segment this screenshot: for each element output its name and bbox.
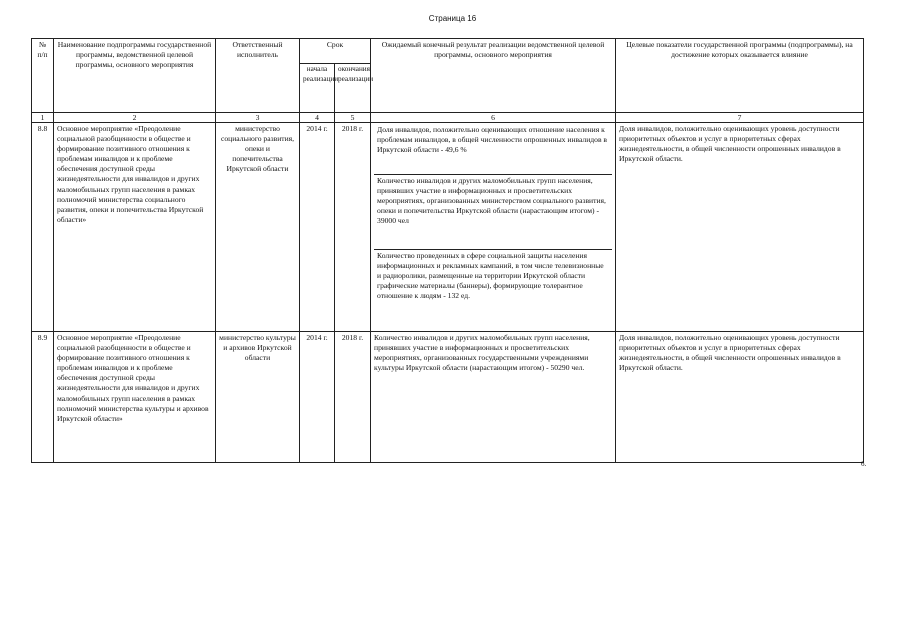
result-cell [371,332,616,463]
result-cell [371,123,616,332]
result-item: Количество инвалидов и других маломобильных групп населения, принявших участие в информационных и просветительских мероприятиях, организованных государственными учреждениями культуры Иркутской области (нарастающим итогом) - 50290 чел. [374,333,590,373]
start-year: 2014 г. [300,332,335,463]
row-number: 8.8 [32,123,54,332]
measure-name: Основное мероприятие «Преодоление социальной разобщенности в обществе и формирование позитивного отношения к проблемам инвалидов и к проблеме обеспечения доступной среды жизнедеятельности для инвалидов и других маломобильных групп населения в рамках полномочий министерства культуры и архивов Иркутской области» [54,332,216,463]
col-number: 4 [300,113,335,123]
col-number: 7 [616,113,864,123]
col-number: 1 [32,113,54,123]
header-num: № п/п [32,39,54,113]
header-term: Срок [300,39,371,64]
measure-name: Основное мероприятие «Преодоление социальной разобщенности в обществе и формирование позитивного отношения к проблемам инвалидов и к проблеме обеспечения доступной среды жизнедеятельности для инвалидов и других маломобильных групп населения в рамках полномочий министерства социального развития, опеки и попечительства Иркутской области» [54,123,216,332]
margin-mark: 6. [861,460,867,468]
header-term-start: начала реализации [300,64,335,113]
table-row [32,332,864,463]
result-item: Количество инвалидов и других маломобильных групп населения, принявших участие в информационных и просветительских мероприятиях, организованных министерством социального развития, опеки и попечительства Иркутской области (нарастающим итогом) - 39000 чел [374,174,612,249]
indicator-cell: Доля инвалидов, положительно оценивающих уровень доступности приоритетных объектов и услуг в приоритетных сферах жизнедеятельности, в общей численности опрошенных инвалидов в Иркутской области. [616,332,864,463]
row-number: 8.9 [32,332,54,463]
end-year: 2018 г. [335,123,371,332]
header-term-end: окончания реализации [335,64,371,113]
result-item: Количество проведенных в сфере социальной защиты населения информационных и рекламных кампаний, в том числе телевизионные и радиоролики, размещенные на территории Иркутской области графические материалы (баннеры), формирующие толерантное отношение к людям - 132 ед. [374,249,612,330]
end-year: 2018 г. [335,332,371,463]
col-number: 6 [371,113,616,123]
col-number: 5 [335,113,371,123]
col-number: 3 [216,113,300,123]
header-indicators: Целевые показатели государственной программы (подпрограммы), на достижение которых оказывается влияние [616,39,864,113]
header-name: Наименование подпрограммы государственной программы, ведомственной целевой программы, основного мероприятия [54,39,216,113]
executor-cell: министерство социального развития, опеки и попечительства Иркутской области [216,123,300,332]
column-number-row [32,113,864,123]
executor-cell: министерство культуры и архивов Иркутской области [216,332,300,463]
table-row [32,123,864,332]
page-number-label: Страница 16 [428,14,477,23]
header-executor: Ответственный исполнитель [216,39,300,113]
program-table [31,38,864,463]
result-item: Доля инвалидов, положительно оценивающих отношение населения к проблемам инвалидов, в общей численности опрошенных инвалидов в Иркутской области - 49,6 % [377,125,608,155]
col-number: 2 [54,113,216,123]
header-result: Ожидаемый конечный результат реализации ведомственной целевой программы, основного мероприятия [371,39,616,113]
indicator-cell: Доля инвалидов, положительно оценивающих уровень доступности приоритетных объектов и услуг в приоритетных сферах жизнедеятельности, в общей численности опрошенных инвалидов в Иркутской области. [616,123,864,332]
start-year: 2014 г. [300,123,335,332]
